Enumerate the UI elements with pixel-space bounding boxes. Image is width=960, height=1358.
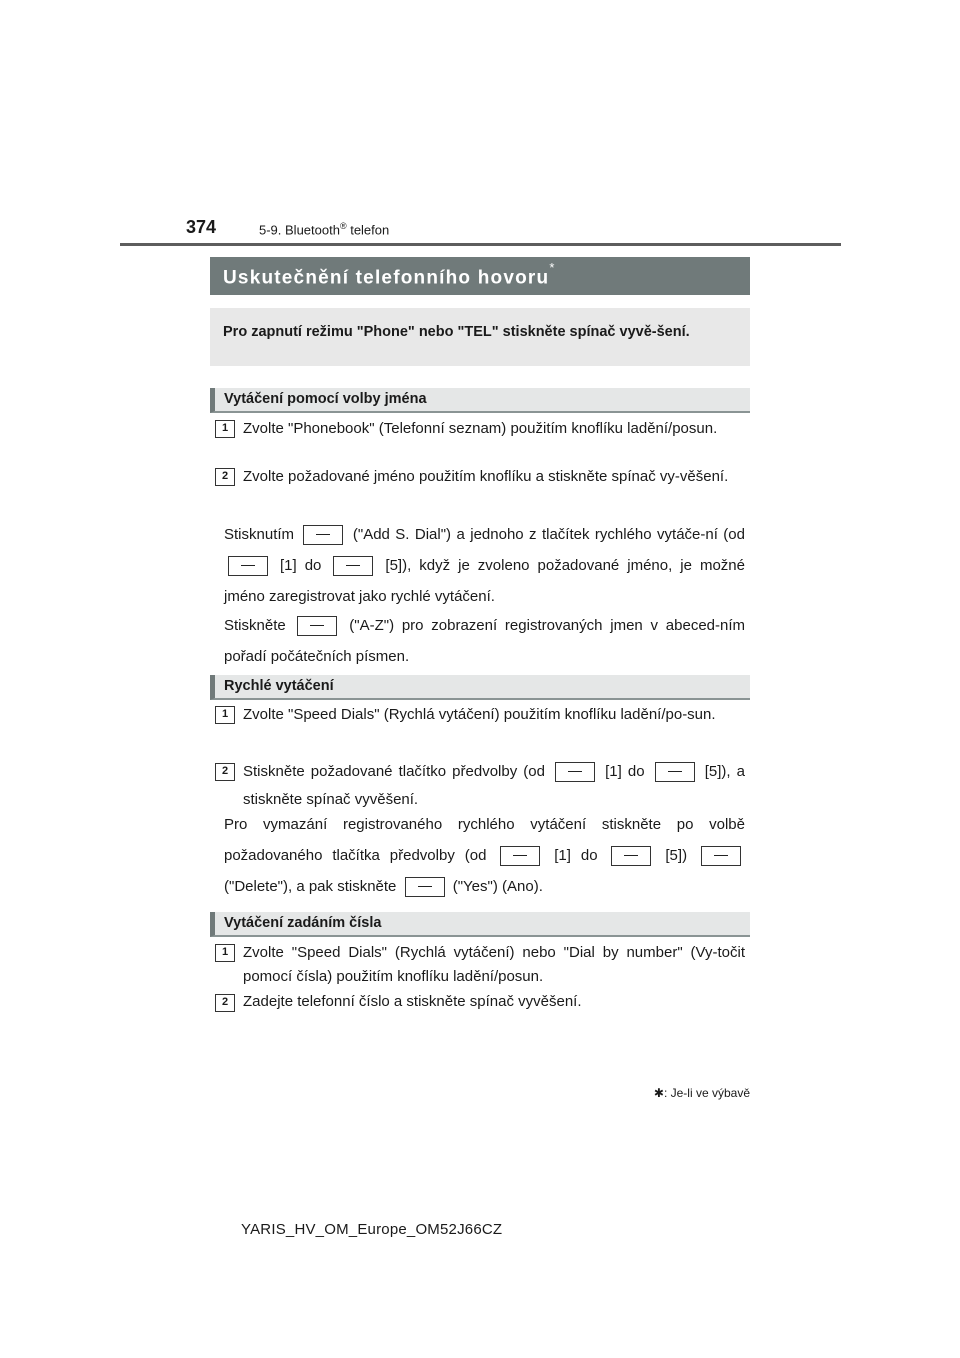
screen-button-icon	[333, 556, 373, 576]
screen-button-icon	[611, 846, 651, 866]
text-run: ("A-Z") pro zobrazení registrovaných jmen v abeced-ním pořadí počátečních písmen.	[224, 617, 746, 665]
text-run: [5]), a stiskněte spínač vyvěšení.	[243, 763, 745, 808]
text-run: Stisknutím	[224, 526, 295, 543]
header-rule	[120, 243, 841, 246]
text-run: Stiskněte	[224, 617, 286, 634]
intro-box: Pro zapnutí režimu "Phone" nebo "TEL" stiskněte spínač vyvě-šení.	[210, 308, 750, 366]
screen-button-icon	[228, 556, 268, 576]
section-prefix: 5-9. Bluetooth	[259, 222, 340, 238]
step-text: Zvolte "Speed Dials" (Rychlá vytáčení) nebo "Dial by number" (Vy-točit pomocí čísla) použitím knoflíku ladění/posun.	[243, 944, 745, 985]
page-title	[210, 257, 750, 295]
document-id: YARIS_HV_OM_Europe_OM52J66CZ	[241, 1221, 503, 1238]
section-title	[259, 221, 389, 237]
registered-mark: ®	[339, 221, 347, 231]
screen-button-icon	[297, 616, 337, 636]
paragraph-a-z	[224, 610, 745, 672]
step-number: 2	[215, 468, 235, 486]
optional-equipment-mark: *	[549, 260, 556, 275]
paragraph-delete-speed-dial	[224, 809, 745, 902]
text-run: ("Add S. Dial") a jednoho z tlačítek rychlého vytáče-ní (od	[352, 526, 745, 543]
subheading-speed-dial: Rychlé vytáčení	[210, 675, 750, 700]
footnote: ✱: Je-li ve výbavě	[653, 1086, 750, 1100]
page-number: 374	[186, 217, 217, 237]
title-text: Uskutečnění telefonního hovoru	[223, 267, 550, 289]
screen-button-icon	[555, 762, 595, 782]
screen-button-icon	[655, 762, 695, 782]
step-text: Zvolte "Phonebook" (Telefonní seznam) použitím knoflíku ladění/posun.	[243, 420, 718, 437]
step-number: 2	[215, 994, 235, 1012]
section-suffix: telefon	[346, 222, 390, 238]
step-number: 1	[215, 944, 235, 962]
screen-button-icon	[500, 846, 540, 866]
text-run: Pro vymazání registrovaného rychlého vytáčení stiskněte po volbě požadovaného tlačítka předvolby (od	[224, 816, 745, 864]
text-run: [5])	[665, 847, 688, 864]
step-text	[243, 758, 745, 814]
step-number: 1	[215, 706, 235, 724]
subheading-dial-by-number: Vytáčení zadáním čísla	[210, 912, 750, 937]
step-number: 1	[215, 420, 235, 438]
screen-button-icon	[303, 525, 343, 545]
step-number: 2	[215, 763, 235, 781]
text-run: Stiskněte požadované tlačítko předvolby (od	[243, 763, 545, 780]
paragraph-add-speed-dial	[224, 519, 745, 612]
text-run: [1] do	[605, 763, 645, 780]
text-run: ("Yes") (Ano).	[452, 878, 543, 895]
step-text: Zvolte "Speed Dials" (Rychlá vytáčení) použitím knoflíku ladění/po-sun.	[243, 706, 716, 723]
screen-button-icon	[701, 846, 741, 866]
subheading-dial-by-name: Vytáčení pomocí volby jména	[210, 388, 750, 413]
step-text: Zvolte požadované jméno použitím knoflíku a stiskněte spínač vy-věšení.	[243, 468, 729, 485]
text-run: [5]), když je zvoleno požadované jméno, je možné jméno zaregistrovat jako rychlé vytáčení.	[224, 557, 745, 605]
screen-button-icon	[405, 877, 445, 897]
text-run: ("Delete"), a pak stiskněte	[224, 878, 397, 895]
text-run: [1] do	[554, 847, 598, 864]
step-text: Zadejte telefonní číslo a stiskněte spínač vyvěšení.	[243, 993, 582, 1010]
text-run: [1] do	[280, 557, 322, 574]
